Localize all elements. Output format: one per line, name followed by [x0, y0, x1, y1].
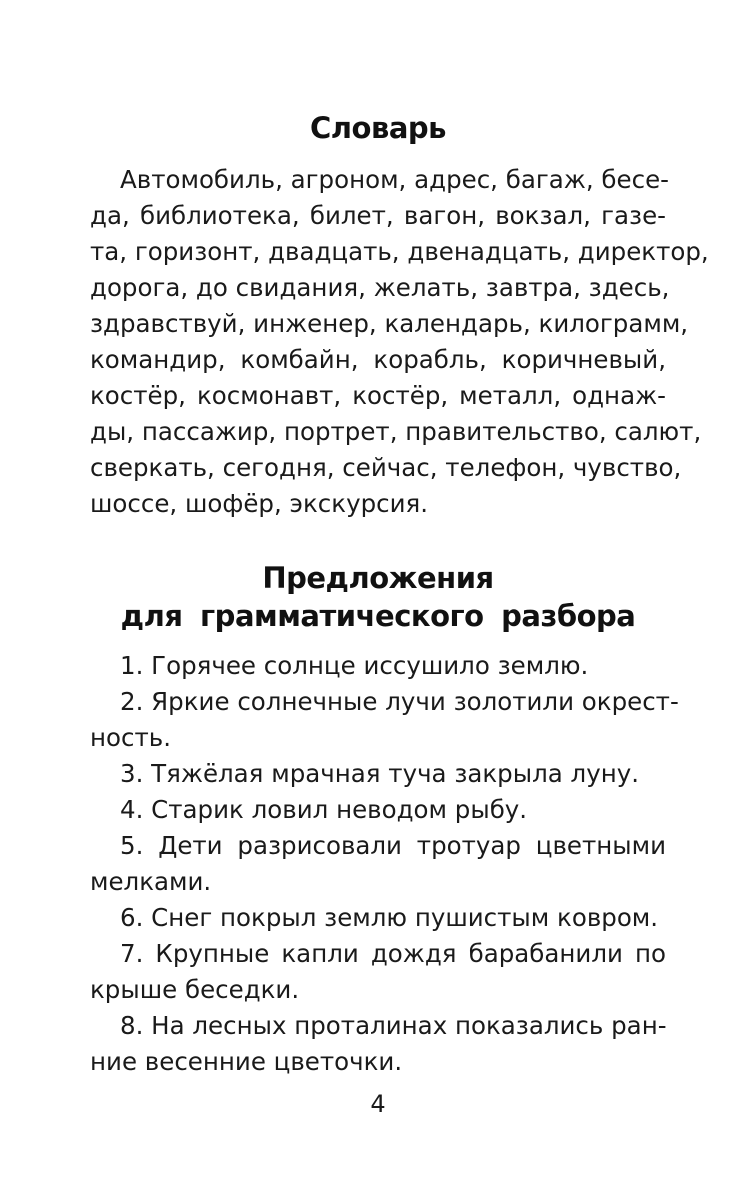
sentence-line: мелками. — [90, 867, 212, 896]
dictionary-line: костёр, космонавт, костёр, металл, однаж- — [90, 381, 666, 410]
sentence-line: 1. Горячее солнце иссушило землю. — [120, 651, 589, 680]
sentence-line: 2. Яркие солнечные лучи золотили окрест- — [120, 687, 679, 716]
sentences-title-line2: для грамматического разбора — [120, 599, 636, 633]
sentence-line: 8. На лесных проталинах показались ран- — [120, 1011, 667, 1040]
sentence-line: 6. Снег покрыл землю пушистым ковром. — [120, 903, 659, 932]
dictionary-line: да, библиотека, билет, вагон, вокзал, газе- — [90, 201, 666, 230]
dictionary-line: командир, комбайн, корабль, коричневый, — [90, 345, 666, 374]
sentences-title-line1: Предложения — [262, 561, 494, 595]
sentence-line: 5. Дети разрисовали тротуар цветными — [120, 831, 666, 860]
dictionary-line: Автомобиль, агроном, адрес, багаж, бесе- — [120, 165, 669, 194]
page-number: 4 — [370, 1090, 386, 1118]
sentence-line: 7. Крупные капли дождя барабанили по — [120, 939, 666, 968]
dictionary-line: здравствуй, инженер, календарь, килограмм, — [90, 309, 689, 338]
dictionary-line: та, горизонт, двадцать, двенадцать, директор, — [90, 237, 709, 266]
dictionary-line: дорога, до свидания, желать, завтра, здесь, — [90, 273, 670, 302]
dictionary-line: сверкать, сегодня, сейчас, телефон, чувство, — [90, 453, 682, 482]
sentence-line: 3. Тяжёлая мрачная туча закрыла луну. — [120, 759, 639, 788]
sentence-line: крыше беседки. — [90, 975, 300, 1004]
sentence-line: ние весенние цветочки. — [90, 1047, 403, 1076]
dictionary-title: Словарь — [310, 111, 446, 145]
dictionary-line: ды, пассажир, портрет, правительство, салют, — [90, 417, 702, 446]
dictionary-line: шоссе, шофёр, экскурсия. — [90, 489, 429, 518]
sentence-line: 4. Старик ловил неводом рыбу. — [120, 795, 528, 824]
sentence-line: ность. — [90, 723, 171, 752]
